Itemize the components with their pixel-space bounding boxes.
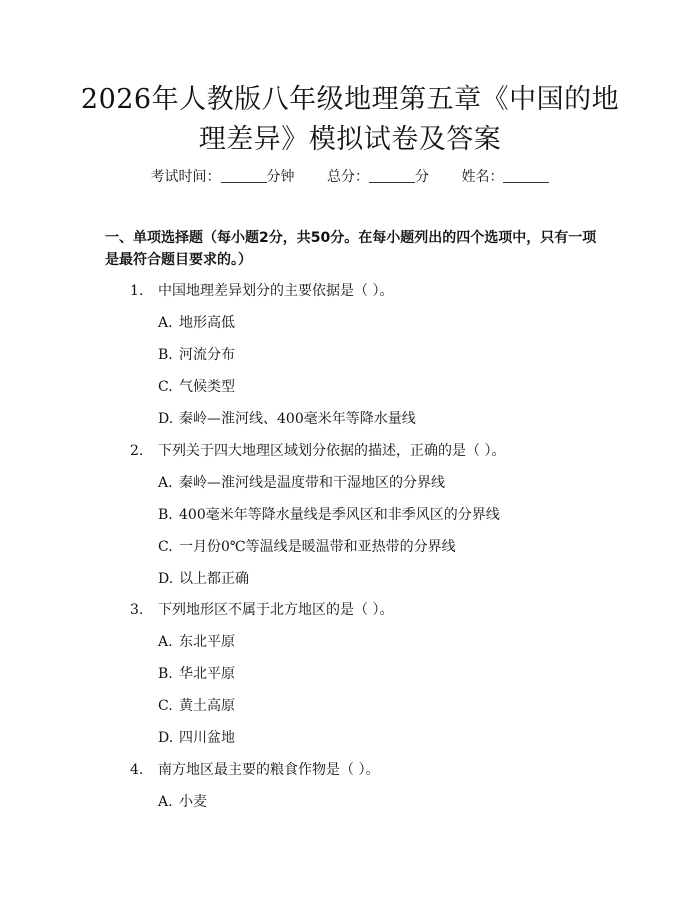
- option-letter: C.: [158, 379, 173, 395]
- exam-time-field: [151, 167, 295, 187]
- total-score-blank: [369, 168, 415, 183]
- option-text: 秦岭—淮河线是温度带和干湿地区的分界线: [179, 475, 445, 491]
- exam-time-blank: [221, 168, 267, 183]
- student-name-field: [461, 167, 549, 187]
- option-letter: D.: [158, 411, 174, 427]
- option-3b: [158, 664, 235, 684]
- question-stem: 下列地形区不属于北方地区的是（ ）。: [158, 602, 394, 618]
- option-4a: [158, 792, 207, 812]
- option-text: 秦岭—淮河线、400毫米年等降水量线: [179, 411, 416, 427]
- student-name-blank: [503, 168, 549, 183]
- option-text: 四川盆地: [179, 730, 235, 746]
- total-score-field: [327, 167, 429, 187]
- question-4: [130, 760, 379, 780]
- question-number: 4.: [130, 762, 144, 778]
- option-1d: [158, 409, 416, 429]
- option-text: 黄土高原: [179, 698, 235, 714]
- question-stem: 中国地理差异划分的主要依据是（ ）。: [158, 283, 394, 299]
- option-letter: B.: [158, 666, 173, 682]
- student-name-label: 姓名：: [461, 169, 504, 185]
- option-letter: A.: [158, 794, 173, 810]
- option-3a: [158, 632, 235, 652]
- option-text: 东北平原: [179, 634, 235, 650]
- question-stem: 南方地区最主要的粮食作物是（ ）。: [158, 762, 380, 778]
- option-text: 地形高低: [179, 315, 235, 331]
- option-2a: [158, 473, 445, 493]
- section-heading: 一、单项选择题（每小题2分，共50分。在每小题列出的四个选项中，只有一项是最符合题目要求的。）: [105, 230, 597, 268]
- option-letter: D.: [158, 571, 174, 587]
- option-2b: [158, 505, 500, 525]
- option-text: 华北平原: [179, 666, 235, 682]
- option-2c: [158, 537, 456, 557]
- option-3d: [158, 728, 235, 748]
- question-3: [130, 600, 393, 620]
- option-text: 400毫米年等降水量线是季风区和非季风区的分界线: [179, 507, 500, 523]
- question-2: [130, 441, 505, 461]
- option-letter: C.: [158, 539, 173, 555]
- option-letter: A.: [158, 315, 173, 331]
- option-letter: A.: [158, 634, 173, 650]
- option-letter: C.: [158, 698, 173, 714]
- exam-time-label: 考试时间：: [150, 169, 221, 185]
- option-text: 气候类型: [179, 379, 235, 395]
- page-title: 2026年人教版八年级地理第五章《中国的地理差异》模拟试卷及答案: [80, 84, 620, 155]
- question-1: [130, 281, 393, 301]
- option-3c: [158, 696, 235, 716]
- option-1c: [158, 377, 235, 397]
- option-letter: D.: [158, 730, 174, 746]
- option-letter: B.: [158, 347, 173, 363]
- exam-meta: [0, 167, 700, 187]
- option-letter: A.: [158, 475, 173, 491]
- question-number: 3.: [130, 602, 144, 618]
- exam-time-unit: 分钟: [266, 169, 295, 185]
- option-2d: [158, 569, 249, 589]
- total-score-label: 总分：: [327, 169, 369, 185]
- question-number: 2.: [130, 443, 144, 459]
- option-text: 河流分布: [179, 347, 235, 363]
- option-1b: [158, 345, 235, 365]
- option-text: 一月份0℃等温线是暖温带和亚热带的分界线: [179, 539, 456, 555]
- option-text: 小麦: [179, 794, 207, 810]
- option-text: 以上都正确: [179, 571, 249, 587]
- question-stem: 下列关于四大地理区域划分依据的描述，正确的是（ ）。: [158, 443, 506, 459]
- option-1a: [158, 313, 235, 333]
- question-number: 1.: [130, 283, 144, 299]
- total-score-unit: 分: [415, 169, 429, 185]
- option-letter: B.: [158, 507, 173, 523]
